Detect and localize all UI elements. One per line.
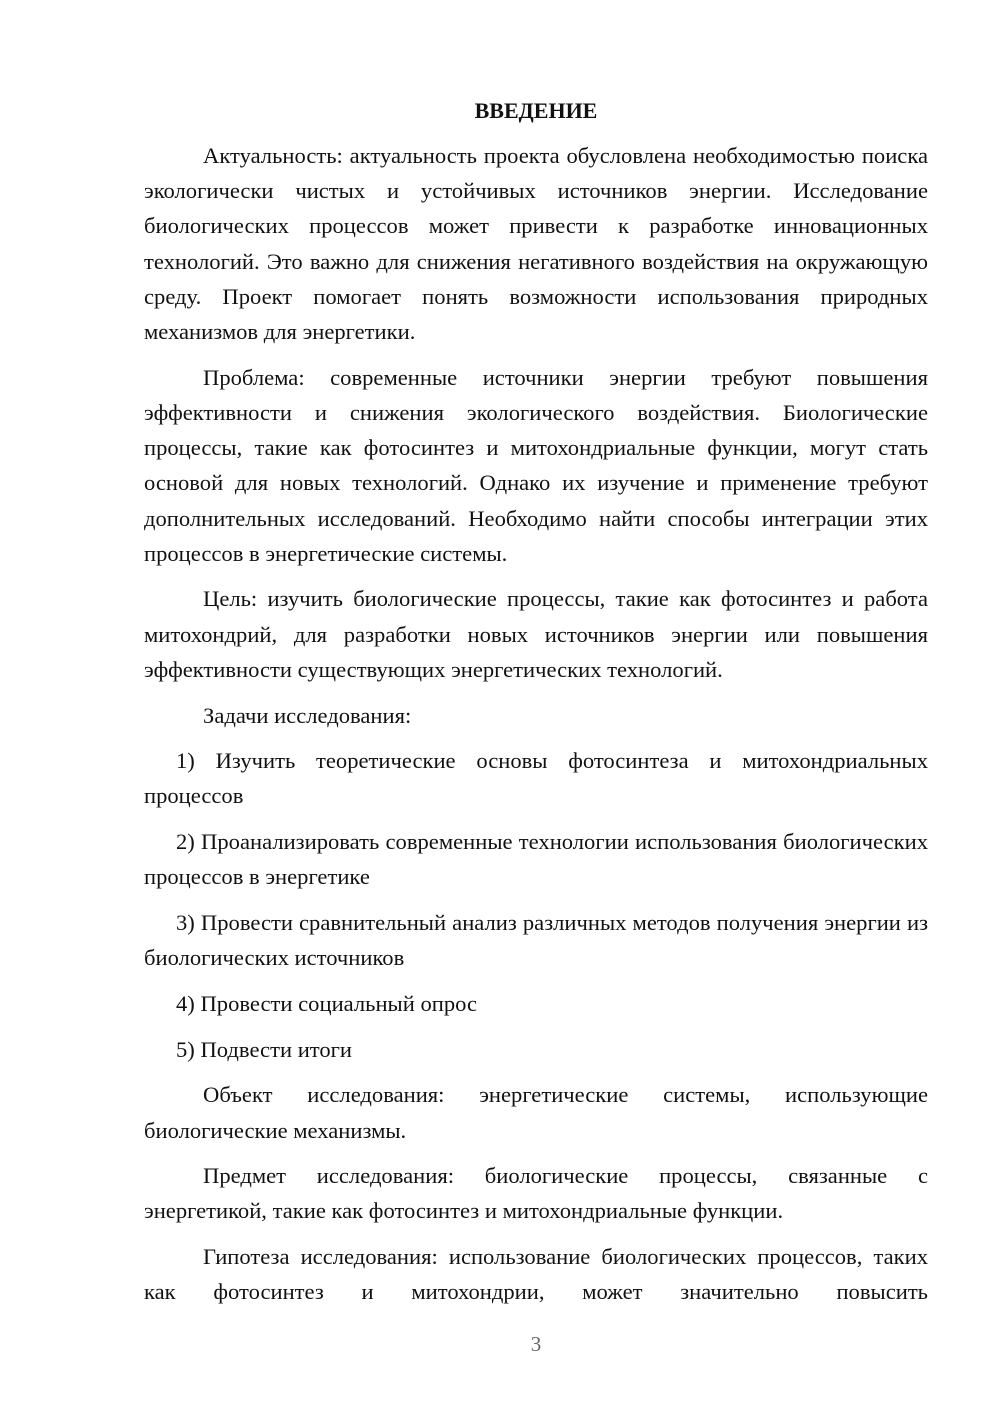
tasks-heading: Задачи исследования:	[203, 702, 412, 728]
task-item-1: 1) Изучить теоретические основы фотосинтеза и митохондриальных процессов	[144, 748, 928, 809]
page-number: 3	[530, 1332, 542, 1356]
task-item-5: 5) Подвести итоги	[176, 1036, 353, 1062]
object-paragraph: Объект исследования: энергетические системы, использующие биологические механизмы.	[144, 1082, 928, 1143]
problem-paragraph: Проблема: современные источники энергии требуют повышения эффективности и снижения экологического воздействия. Биологические процессы, такие как фотосинтез и митохондриальные функции, могут стать основой для новых технологий. Однако их изучение и применение требуют дополнительных исследований. Необходимо найти способы интеграции этих процессов в энергетические системы.	[144, 364, 928, 566]
goal-paragraph: Цель: изучить биологические процессы, такие как фотосинтез и работа митохондрий, для разработки новых источников энергии или повышения эффективности существующих энергетических технологий.	[144, 586, 928, 682]
task-item-3: 3) Провести сравнительный анализ различных методов получения энергии из биологических источников	[144, 910, 928, 971]
subject-paragraph: Предмет исследования: биологические процессы, связанные с энергетикой, такие как фотосинтез и митохондриальные функции.	[144, 1163, 928, 1224]
task-item-4: 4) Провести социальный опрос	[176, 990, 478, 1016]
section-heading: ВВЕДЕНИЕ	[474, 98, 598, 123]
task-item-2: 2) Проанализировать современные технологии использования биологических процессов в энергетике	[144, 829, 928, 890]
document-body	[144, 94, 928, 1320]
relevance-paragraph: Актуальность: актуальность проекта обусловлена необходимостью поиска экологически чистых и устойчивых источников энергии. Исследование биологических процессов может привести к разработке инновационных технологий. Это важно для снижения негативного воздействия на окружающую среду. Проект помогает понять возможности использования природных механизмов для энергетики.	[144, 143, 928, 345]
hypothesis-paragraph: Гипотеза исследования: использование биологических процессов, таких как фотосинтез и митохондрии, может значительно повысить	[144, 1244, 928, 1305]
